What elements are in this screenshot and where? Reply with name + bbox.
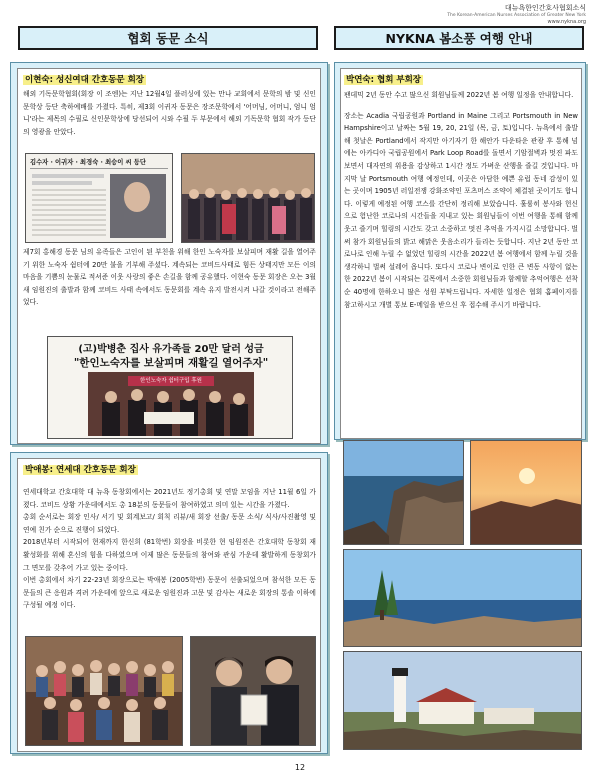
publication-header [447,3,586,25]
section-title-3: 박연숙: 협회 부회장 [346,75,422,85]
sunset-coast-photo [470,440,582,545]
page-number: 12 [294,763,306,772]
section1-para1: 해외 기독문학협회(회장 이 조엔)는 지난 12월4일 플러싱에 있는 만나 교회에서 문학의 밤 및 신인문학상 등단 축하예배를 가졌다. 특히, 제3회 이귀자 동문은 장조문학에서 '어머님, 어머니, 엄니 엄니'라는 제목의 수필로 신인문학상에 당선되어 시와 수필 두 부문에서 해외 기독문학 협회 작가 등단의 영광을 안았다. [23,90,316,136]
president-handover-illustration [191,637,316,746]
section2-para2: 총회 순서로는 회장 인사/ 서기 및 회계보고/ 회칙 리뷰/새 회장 선출/ 동문 소식/ 식사/사진촬영 및 연예 친가 순으로 진행이 되었다. [23,513,316,534]
publication-subtitle: The Korean-American Nurses Association of Greater New York [447,13,586,18]
publication-url: www.nykna.org [547,19,586,25]
donation-ceremony-image [88,372,254,436]
section3-para2: 장소는 Acadia 국립공원과 Portland in Maine 그리고 Portsmouth in New Hampshire이고 날짜는 5월 19, 20, 21일 (목, 금, 토)입니다. 뉴욕에서 출발해 첫날은 Portland에서 작지만 아기자기 한 해안가 다운타운 관광 후 통해 넘에는 아카디아 국립공원에서 Park Loop Road를 돌면서 기암절벽과 멋진 파도 보면서 대자연의 위용을 감상하고 1시간 정도 가벼운 산행을 즐길 것입니다. 마지막 날 Portsmouth 여행 예정인데, 이곳은 아담한 예쁜 유럽 동네 감성이 있는 곳이며 1905년 러일전쟁 강화조약인 포츠머스 조약이 체결된 곳이기도 합니다. 이렇게 예정된 여행 코스를 간단히 정리해 보았습니다. 훌륭히 봉사와 헌신으로 험난한 코로나의 시간들을 지내고 있는 회원님들이 이번 여행을 통해 함께 웃고 즐기며 힐링의 시간도 갖고 소중하고 멋진 추억을 가지시길 소망합니다. 벌써 참가 회원님들의 밝고 해맑은 웃음소리가 들리는 듯합니다. 지난 2년 동안 코로나로 인해 누릴 수 없었던 힐링의 시간을 2022년 봄 여행에서 함께 누릴 것을 생각하니 벌써 설레어 옵니다. 또다시 코로나 변이로 인한 큰 변동 사항이 없는 한 2022년 봄이 시작되는 길목에서 소중한 회원님들과 함께할 추억여행은 선착순 40명에 한하오니 많은 성원 부탁드립니다. 자세한 일정은 협회 홈페이지를 참고하시고 개별 통보 E-메일을 받으신 후 접수해 주시기 바랍니다. [344,111,578,309]
donation-clipping-photo [47,336,293,439]
yonsei-group-photo [25,636,183,746]
donation-banner: 한인노숙자 쉼터구입 후원 [128,376,214,386]
left-column-banner: 협회 동문 소식 [18,26,318,50]
section-title-2: 박애봉: 연세대 간호동문 회장 [25,465,136,475]
right-column-banner: NYKNA 봄소풍 여행 안내 [334,26,584,50]
publication-title: 대뉴욕한인간호사협회소식 [504,4,586,12]
church-group-illustration [182,154,315,243]
section1-para2: 제7회 홍해경 동문 님의 유족들은 고인이 된 부친을 위해 한인 노숙자를 보살피며 재활 길을 열어주기 위한 노숙자 쉼터에 20만 불을 기부해 주셨다. 계속되는 코비드사태로 힘든 상태지만 모든 이의 마음을 기쁨의 눈물로 적셔준 이웃 사랑의 좋은 손길을 함께 공유했다. 이현숙 동문 회장은 오는 3월 새 임원진의 출발과 함께 코비드 사태 속에서도 동문회를 계속 유지 발전시켜 나갈 것이라고 전해주었다. [23,248,316,307]
section-title-1: 이현숙: 성신여대 간호동문 회장 [25,75,145,85]
section2-para3: 2018년부터 시작되어 현재까지 한신희 (81학번) 회장을 비롯한 현 임원진은 간호대학 동창회 재 활성화를 위해 혼신의 힘을 다하였으며 이제 많은 동문들의 참여와 관심 가운데 활발하게 동창회가 그 면모를 갖추어 가고 있는 중이다. [23,538,316,572]
acadia-cliff-illustration [344,441,464,545]
section3-body [344,89,578,311]
section2-para1: 연세대학교 간호대학 대 뉴욕 동창회에서는 2021년도 정기총회 및 연말 모임을 지난 11월 6일 가졌다. 코비드 상황 가운데에서도 총 18분의 동문들이 참여하였고 의미 있는 시간을 가졌다. [23,488,316,509]
donation-headline: (고)박병춘 집사 유가족들 20만 달러 성금 [78,344,264,355]
lighthouse-illustration [344,652,582,750]
church-group-photo [181,153,315,243]
lighthouse-photo [343,651,582,750]
award-clipping-photo [25,153,173,243]
pine-shoreline-photo [343,549,582,647]
yonsei-group-illustration [26,637,183,746]
acadia-cliff-photo [343,440,464,545]
section2-para4: 이번 총회에서 차기 22-23년 회장으로는 박애봉 (2005학번) 동문이 선출되었으며 참석한 모든 동문들의 큰 응원과 격려 가운데에 앞으로 새로운 임원진과 고문 및 감사는 새로운 회장의 통솔 이하에 구성될 예정 이다. [23,576,316,610]
pine-shoreline-illustration [344,550,582,647]
donation-subheadline: "한인노숙자를 보살피며 재활길 열어주자" [73,357,269,369]
section2-body [23,486,316,612]
sunset-coast-illustration [471,441,582,545]
section3-para1: 팬데믹 2년 동안 수고 많으신 회원님들께 2022년 봄 여행 일정을 안내합니다. [344,91,574,99]
award-clipping-caption: 김수자 · 이귀자 · 최경숙 · 최승이 씨 등단 [30,159,146,166]
president-handover-photo [190,636,316,746]
